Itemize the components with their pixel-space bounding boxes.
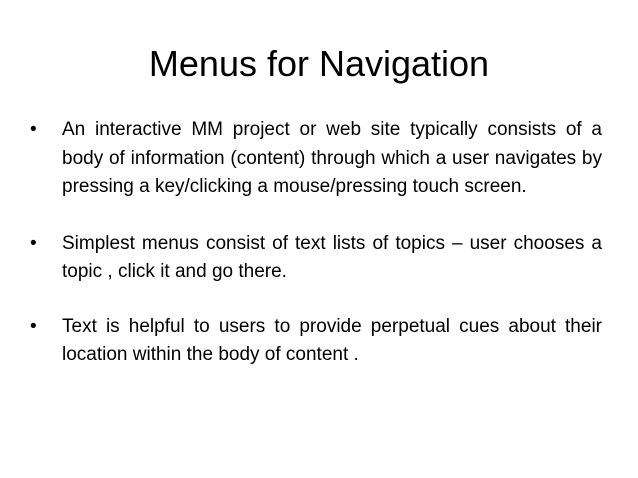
bullet-list bbox=[30, 116, 602, 398]
bullet-marker: • bbox=[30, 232, 37, 254]
bullet-item bbox=[30, 230, 602, 287]
bullet-marker: • bbox=[30, 119, 37, 140]
slide-title: Menus for Navigation bbox=[148, 43, 490, 84]
bullet-text: Simplest menus consist of text lists of topics – user chooses a topic , click it and go there. bbox=[62, 232, 602, 282]
bullet-item bbox=[30, 313, 602, 370]
bullet-text: An interactive MM project or web site typically consists of a body of information (content) through which a user navigates by pressing a key/clicking a mouse/pressing touch screen. bbox=[62, 119, 602, 197]
bullet-text: Text is helpful to users to provide perpetual cues about their location within the body of content . bbox=[62, 315, 602, 365]
bullet-item bbox=[30, 116, 602, 202]
bullet-marker: • bbox=[30, 315, 37, 337]
